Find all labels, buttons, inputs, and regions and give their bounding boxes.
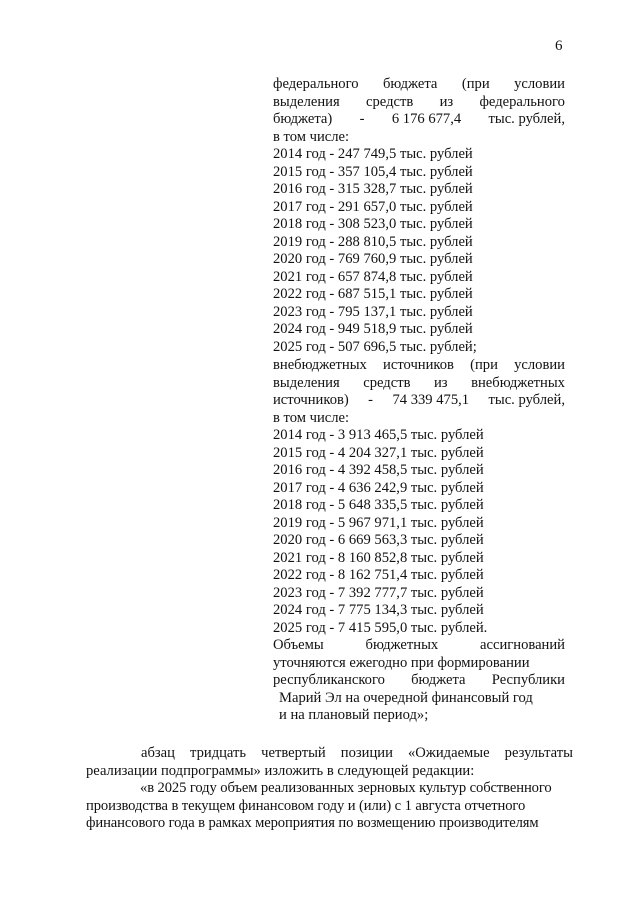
new-wording-line: финансового года в рамках мероприятия по возмещению производителям xyxy=(86,815,539,831)
federal-intro-line xyxy=(273,94,565,112)
federal-year-item: 2020 год - 769 760,9 тыс. рублей xyxy=(273,251,473,267)
text-word: республиканского xyxy=(273,672,385,688)
instruction-line xyxy=(113,745,573,763)
extrabudget-year-item: 2019 год - 5 967 971,1 тыс. рублей xyxy=(273,514,484,531)
text-word: абзац xyxy=(141,745,175,761)
note-line: Марий Эл на очередной финансовый год xyxy=(279,689,533,706)
text-word: - xyxy=(368,392,374,408)
new-wording-paragraph xyxy=(86,780,573,833)
text-word: «Ожидаемые xyxy=(407,745,490,761)
text-word: тыс. рублей, xyxy=(488,111,565,127)
federal-year-item: 2023 год - 795 137,1 тыс. рублей xyxy=(273,303,473,320)
text-word: из xyxy=(439,93,454,110)
text-word: результаты xyxy=(504,745,573,761)
including-label: в том числе: xyxy=(273,128,350,145)
text-word: бюджета) xyxy=(273,111,333,127)
text-word: средств xyxy=(363,374,411,391)
federal-year-list xyxy=(273,146,565,356)
federal-intro-line xyxy=(273,76,565,94)
extrabudget-year-item: 2023 год - 7 392 777,7 тыс. рублей xyxy=(273,584,484,601)
note-line xyxy=(273,672,565,690)
federal-year-item: 2016 год - 315 328,7 тыс. рублей xyxy=(273,181,473,197)
text-word: источников xyxy=(383,357,454,373)
text-word: тыс. рублей, xyxy=(488,392,565,408)
extrabudget-intro-line xyxy=(273,357,565,375)
note-line xyxy=(273,637,565,655)
text-word: бюджетных xyxy=(365,637,439,653)
extrabudget-intro-line xyxy=(273,375,565,393)
federal-year-item: 2018 год - 308 523,0 тыс. рублей xyxy=(273,216,473,232)
note-line: и на плановый период»; xyxy=(279,707,429,723)
text-word: условии xyxy=(514,76,565,92)
extrabudget-year-item: 2021 год - 8 160 852,8 тыс. рублей xyxy=(273,549,484,566)
including-label: в том числе: xyxy=(273,409,350,426)
federal-year-item: 2025 год - 507 696,5 тыс. рублей; xyxy=(273,338,477,355)
text-word: Республики xyxy=(491,672,565,688)
note-line: уточняются ежегодно при формировании xyxy=(273,654,530,671)
text-word: условии xyxy=(514,357,565,373)
text-word: выделения xyxy=(273,374,340,391)
extrabudget-year-item: 2018 год - 5 648 335,5 тыс. рублей xyxy=(273,497,484,513)
extrabudget-total-value: 74 339 475,1 xyxy=(392,392,470,408)
text-word: (при xyxy=(461,76,490,92)
amendment-instruction xyxy=(86,745,573,780)
text-word: бюджета xyxy=(411,672,466,688)
extrabudget-year-item: 2022 год - 8 162 751,4 тыс. рублей xyxy=(273,567,484,583)
text-word: федерального xyxy=(479,93,565,110)
federal-year-item: 2019 год - 288 810,5 тыс. рублей xyxy=(273,233,473,250)
federal-year-item: 2014 год - 247 749,5 тыс. рублей xyxy=(273,146,473,162)
instruction-line: реализации подпрограммы» изложить в следующей редакции: xyxy=(86,762,475,779)
allocation-note xyxy=(273,637,565,725)
text-word: ассигнований xyxy=(480,637,565,653)
extrabudget-year-item: 2016 год - 4 392 458,5 тыс. рублей xyxy=(273,462,484,478)
text-word: позиции xyxy=(340,745,393,761)
federal-year-item: 2017 год - 291 657,0 тыс. рублей xyxy=(273,198,473,215)
text-word: федерального xyxy=(273,76,359,92)
extrabudget-total-line xyxy=(273,392,565,410)
text-word: источников) xyxy=(273,392,349,408)
text-word: (при xyxy=(470,357,498,373)
text-word: внебюджетных xyxy=(471,374,565,391)
text-word: - xyxy=(359,111,365,127)
extrabudget-year-item: 2025 год - 7 415 595,0 тыс. рублей. xyxy=(273,619,488,636)
extrabudget-year-list xyxy=(273,427,565,637)
extrabudget-year-item: 2024 год - 7 775 134,3 тыс. рублей xyxy=(273,602,484,618)
federal-year-item: 2022 год - 687 515,1 тыс. рублей xyxy=(273,286,473,302)
federal-year-item: 2015 год - 357 105,4 тыс. рублей xyxy=(273,163,473,180)
text-word: четвертый xyxy=(261,745,326,761)
text-word: Объемы xyxy=(273,637,324,653)
extrabudget-year-item: 2015 год - 4 204 327,1 тыс. рублей xyxy=(273,444,484,461)
text-word: средств xyxy=(366,93,414,110)
new-wording-line: производства в текущем финансовом году и (или) с 1 августа отчетного xyxy=(86,797,526,814)
extrabudget-year-item: 2017 год - 4 636 242,9 тыс. рублей xyxy=(273,479,484,496)
text-word: внебюджетных xyxy=(273,357,367,373)
federal-funding-block xyxy=(273,76,565,356)
extrabudget-year-item: 2020 год - 6 669 563,3 тыс. рублей xyxy=(273,532,484,548)
federal-year-item: 2024 год - 949 518,9 тыс. рублей xyxy=(273,321,473,337)
new-wording-line: «в 2025 году объем реализованных зерновых культур собственного xyxy=(140,780,552,796)
federal-year-item: 2021 год - 657 874,8 тыс. рублей xyxy=(273,268,473,285)
federal-total-line xyxy=(273,111,565,129)
extrabudget-year-item: 2014 год - 3 913 465,5 тыс. рублей xyxy=(273,427,484,443)
extrabudget-funding-block xyxy=(273,357,565,637)
federal-total-value: 6 176 677,4 xyxy=(391,111,462,127)
text-word: выделения xyxy=(273,93,340,110)
text-word: бюджета xyxy=(382,76,438,92)
page-number: 6 xyxy=(555,38,563,54)
text-word: из xyxy=(434,374,448,391)
text-word: тридцать xyxy=(190,745,247,761)
